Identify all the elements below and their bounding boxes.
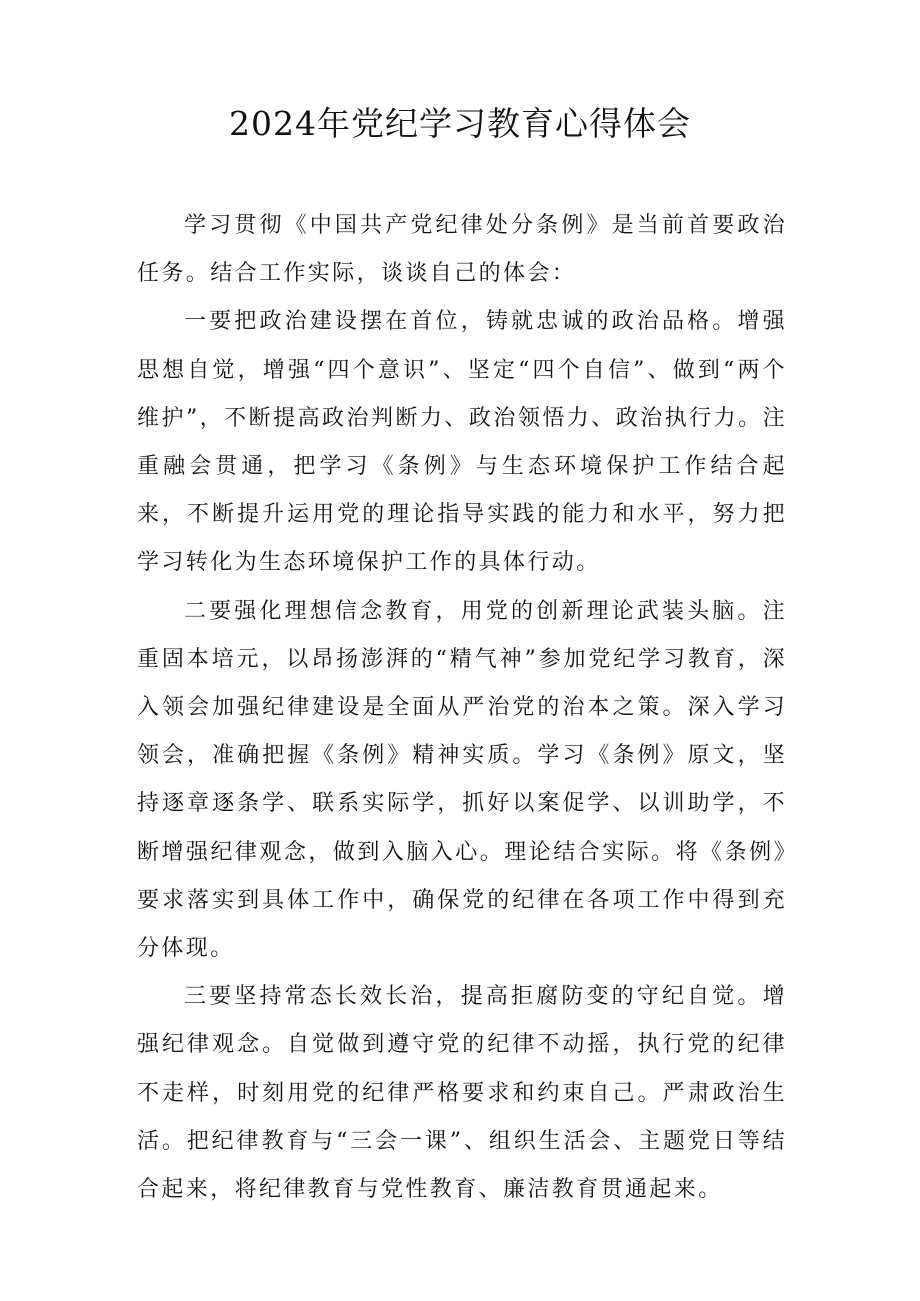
- paragraph-point-three: 三要坚持常态长效长治，提高拒腐防变的守纪自觉。增强纪律观念。自觉做到遵守党的纪律不动摇，执行党的纪律不走样，时刻用党的纪律严格要求和约束自己。严肃政治生活。把纪律教育与“三会一课”、组织生活会、主题党日等结合起来，将纪律教育与党性教育、廉洁教育贯通起来。: [137, 984, 787, 1203]
- paragraph-intro: 学习贯彻《中国共产党纪律处分条例》是当前首要政治任务。结合工作实际，谈谈自己的体会：: [137, 213, 787, 287]
- document-title: 2024年党纪学习教育心得体会: [229, 104, 691, 143]
- paragraph-point-one: 一要把政治建设摆在首位，铸就忠诚的政治品格。增强思想自觉，增强“四个意识”、坚定“四个自信”、做到“两个维护”，不断提高政治判断力、政治领悟力、政治执行力。注重融会贯通，把学习《条例》与生态环境保护工作结合起来，不断提升运用党的理论指导实践的能力和水平，努力把学习转化为生态环境保护工作的具体行动。: [137, 309, 787, 576]
- document-body: [137, 202, 787, 1214]
- paragraph-point-two: 二要强化理想信念教育，用党的创新理论武装头脑。注重固本培元，以昂扬澎湃的“精气神”参加党纪学习教育，深入领会加强纪律建设是全面从严治党的治本之策。深入学习领会，准确把握《条例》精神实质。学习《条例》原文，坚持逐章逐条学、联系实际学，抓好以案促学、以训助学，不断增强纪律观念，做到入脑入心。理论结合实际。将《条例》要求落实到具体工作中，确保党的纪律在各项工作中得到充分体现。: [137, 598, 787, 962]
